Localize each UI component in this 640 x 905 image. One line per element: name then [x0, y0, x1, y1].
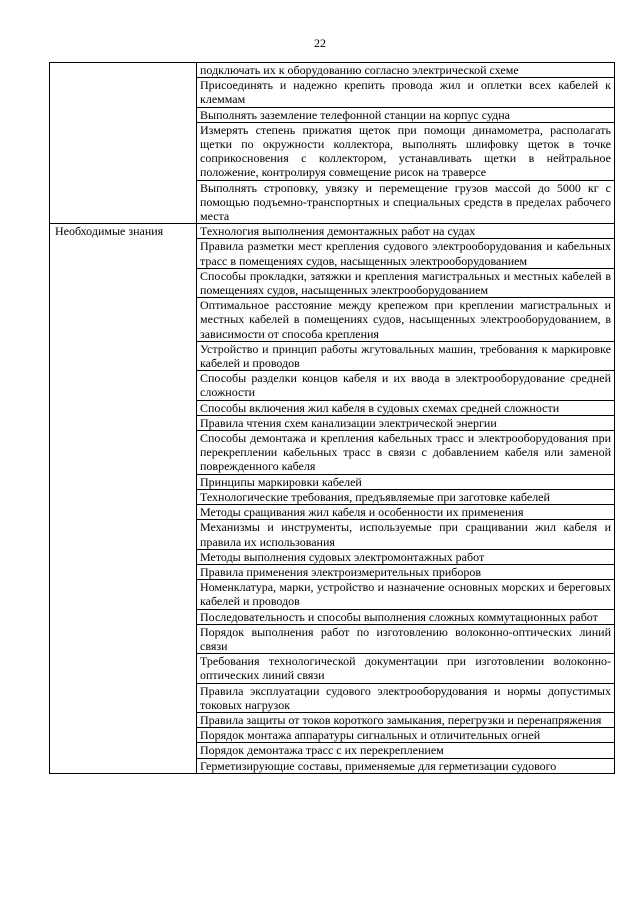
knowledge-cell: Порядок выполнения работ по изготовлению волоконно-оптических линий связи — [197, 624, 615, 653]
skill-cell: подключать их к оборудованию согласно электрической схеме — [197, 63, 615, 78]
blank-label-cell — [50, 63, 197, 224]
knowledge-cell: Требования технологической документации при изготовлении волоконно-оптических линий связи — [197, 654, 615, 683]
knowledge-cell: Номенклатура, марки, устройство и назначение основных морских и береговых кабелей и проводов — [197, 580, 615, 609]
knowledge-cell: Правила эксплуатации судового электрооборудования и нормы допустимых токовых нагрузок — [197, 683, 615, 712]
table-row — [50, 63, 615, 78]
knowledge-cell: Правила применения электроизмерительных приборов — [197, 564, 615, 579]
knowledge-cell: Способы включения жил кабеля в судовых схемах средней сложности — [197, 400, 615, 415]
page-number: 22 — [314, 36, 326, 50]
knowledge-cell: Оптимальное расстояние между крепежом при креплении магистральных и местных кабелей в помещениях судов, насыщенных электрооборудованием, в зависимости от способа крепления — [197, 298, 615, 342]
knowledge-cell: Порядок монтажа аппаратуры сигнальных и отличительных огней — [197, 728, 615, 743]
group-label-cell: Необходимые знания — [50, 224, 197, 774]
knowledge-cell: Способы демонтажа и крепления кабельных трасс и электрооборудования при перекреплении кабельных трасс в связи с добавлением кабеля или заменой поврежденного кабеля — [197, 431, 615, 475]
requirements-table — [49, 62, 615, 774]
skill-cell: Измерять степень прижатия щеток при помощи динамометра, располагать щетки по окружности коллектора, выполнять шлифовку щеток в точке соприкосновения с коллектором, устанавливать щетки в нейтральное положение, контролируя совмещение рисок на траверсе — [197, 122, 615, 180]
skill-cell: Выполнять строповку, увязку и перемещение грузов массой до 5000 кг с помощью подъемно-транспортных и специальных средств в пределах рабочего места — [197, 180, 615, 224]
knowledge-cell: Технологические требования, предъявляемые при заготовке кабелей — [197, 489, 615, 504]
knowledge-cell: Правила защиты от токов короткого замыкания, перегрузки и перенапряжения — [197, 712, 615, 727]
knowledge-cell: Правила чтения схем канализации электрической энергии — [197, 415, 615, 430]
skill-cell: Присоединять и надежно крепить провода жил и оплетки всех кабелей к клеммам — [197, 78, 615, 107]
knowledge-cell: Способы разделки концов кабеля и их ввода в электрооборудование средней сложности — [197, 371, 615, 400]
skill-cell: Выполнять заземление телефонной станции на корпус судна — [197, 107, 615, 122]
knowledge-cell: Герметизирующие составы, применяемые для герметизации судового — [197, 758, 615, 773]
knowledge-cell: Принципы маркировки кабелей — [197, 474, 615, 489]
knowledge-cell: Методы сращивания жил кабеля и особенности их применения — [197, 505, 615, 520]
knowledge-cell: Механизмы и инструменты, используемые при сращивании жил кабеля и правила их использования — [197, 520, 615, 549]
knowledge-cell: Последовательность и способы выполнения сложных коммутационных работ — [197, 609, 615, 624]
knowledge-cell: Порядок демонтажа трасс с их перекреплением — [197, 743, 615, 758]
knowledge-cell: Способы прокладки, затяжки и крепления магистральных и местных кабелей в помещениях судов, насыщенных электрооборудованием — [197, 268, 615, 297]
knowledge-cell: Технология выполнения демонтажных работ на судах — [197, 224, 615, 239]
knowledge-cell: Устройство и принцип работы жгутовальных машин, требования к маркировке кабелей и проводов — [197, 341, 615, 370]
table-row — [50, 224, 615, 239]
knowledge-cell: Правила разметки мест крепления судового электрооборудования и кабельных трасс в помещениях судов, насыщенных электрооборудованием — [197, 239, 615, 268]
knowledge-cell: Методы выполнения судовых электромонтажных работ — [197, 549, 615, 564]
